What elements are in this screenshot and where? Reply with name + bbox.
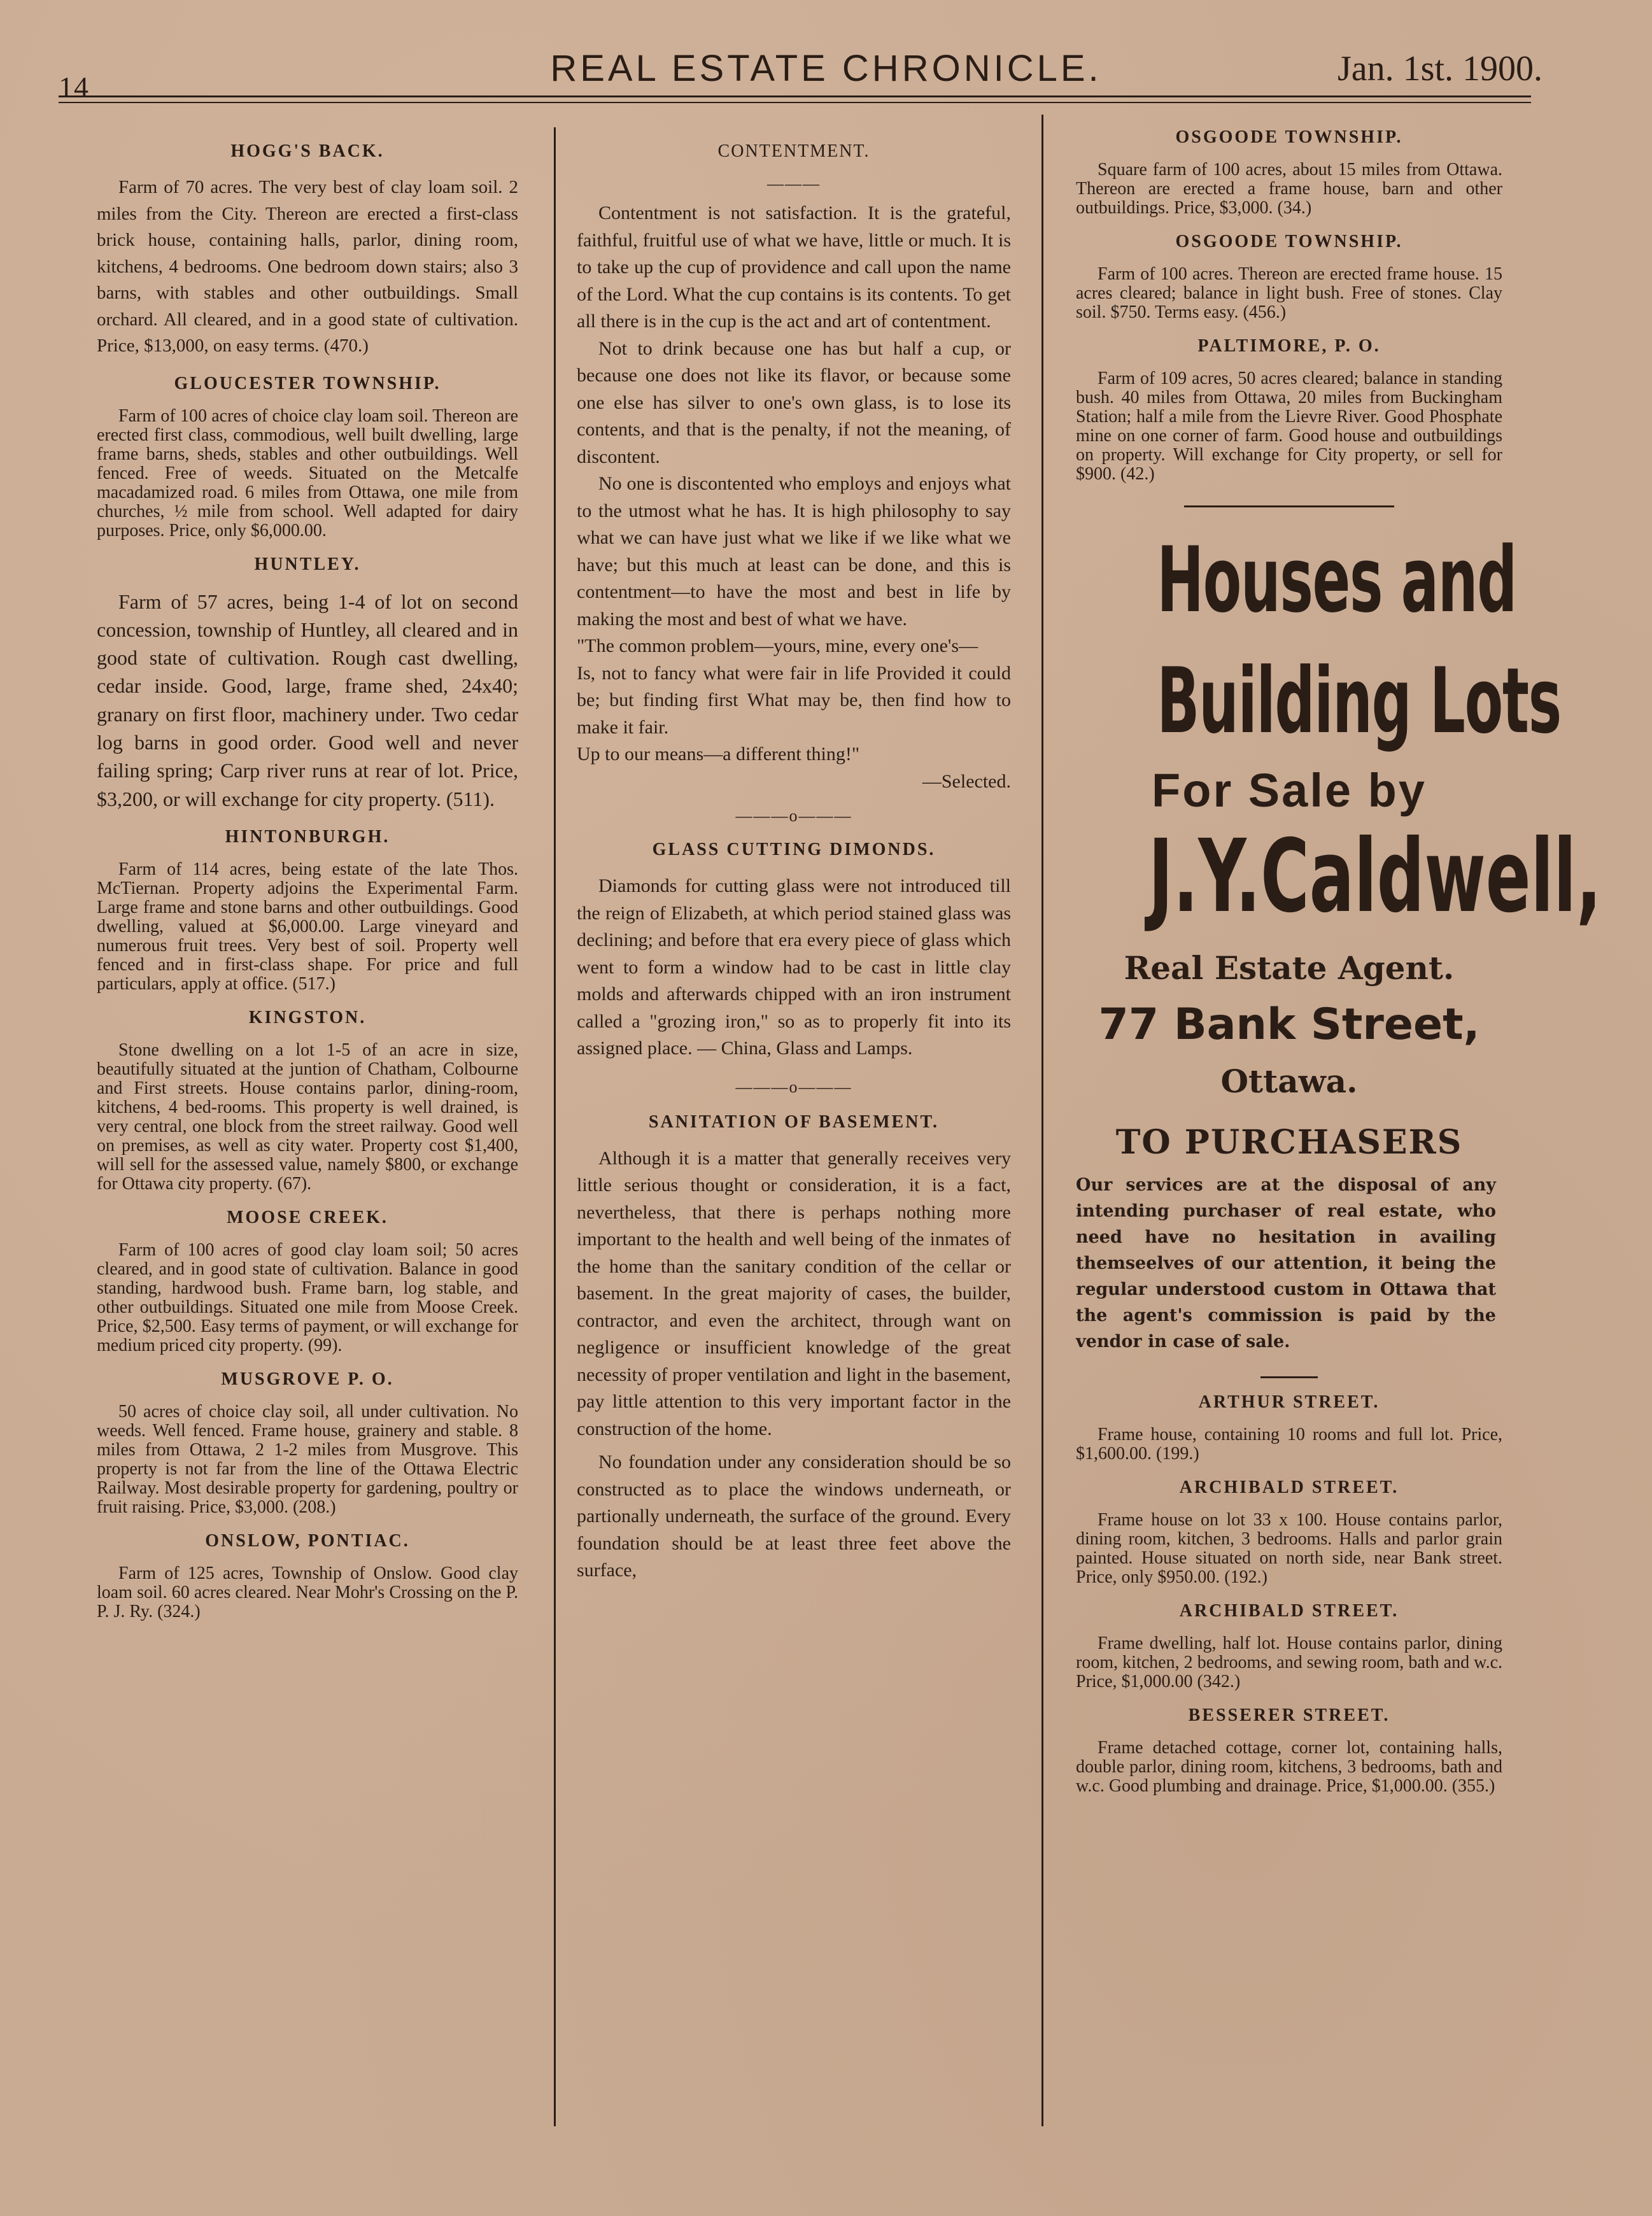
article-divider: ——— (767, 174, 821, 193)
poem-line: Up to our means—a different thing!" (577, 744, 860, 765)
listing-text: Frame detached cottage, corner lot, containing halls, double parlor, dining room, kitchens, 3 bedrooms, bath and w.c. Good plumbing and drainage. Price, $1,000.00. (355.) (1076, 1738, 1502, 1796)
article-paragraph: No one is discontented who employs and enjoys what to the utmost what he has. It is high philosophy to say what we can have just what we like if we like what we have; but this much at least can be done, and this is contentment—to have the most and best in life by making the most and best of what we have. (577, 473, 1011, 630)
issue-date: Jan. 1st. 1900. (1338, 49, 1543, 88)
ad-for-sale: For Sale by (1152, 764, 1427, 817)
listing-text: Farm of 109 acres, 50 acres cleared; balance in standing bush. 40 miles from Ottawa, 20 miles from Buckingham Station; half a mile from the Lievre River. Good Phosphate mine on one corner of farm. Good house and outbuildings on property. Will exchange for City property, or sell for $900. (42.) (1076, 369, 1502, 484)
listing-heading: HUNTLEY. (254, 554, 361, 574)
article-glass-cutting (577, 840, 1011, 1062)
listing (1076, 1601, 1502, 1691)
column-rule-2 (1041, 115, 1043, 2126)
divider (1184, 505, 1394, 507)
listing (1076, 1392, 1502, 1464)
ad-address: 77 Bank Street, (1098, 999, 1480, 1050)
listing-heading: MUSGROVE P. O. (221, 1369, 394, 1389)
listing (97, 1369, 518, 1517)
listing-heading: OSGOODE TOWNSHIP. (1175, 127, 1403, 147)
listing-heading: HINTONBURGH. (225, 826, 390, 847)
poem-line: "The common problem—yours, mine, every one's— (577, 635, 978, 656)
ad-city: Ottawa. (1220, 1062, 1358, 1100)
article-credit: —Selected. (922, 770, 1011, 792)
listing (97, 554, 518, 813)
listing-heading: PALTIMORE, P. O. (1197, 336, 1381, 356)
ad-purchasers-heading: TO PURCHASERS (1115, 1123, 1463, 1162)
listing-text: 50 acres of choice clay soil, all under cultivation. No weeds. Well fenced. Frame house, grainery and stable. 8 miles from Ottawa, 2 1-2 miles from Musgrove. This property is not far from the line of the Ottawa Electric Railway. Most desirable property for gardening, poultry or fruit raising. Price, $3,000. (208.) (97, 1401, 518, 1517)
article-contentment (577, 141, 1011, 795)
article-heading: CONTENTMENT. (717, 141, 870, 161)
listing-text: Farm of 100 acres of choice clay loam soil. Thereon are erected first class, commodious, well built dwelling, large frame barns, sheds, stables and other outbuildings. Well fenced. Free of weeds. Situated on the Metcalfe macadamized road. 6 miles from Ottawa, one mile from churches, ½ mile from school. Well adapted for dairy purposes. Price, only $6,000.00. (97, 406, 518, 540)
listing-text: Stone dwelling on a lot 1-5 of an acre in size, beautifully situated at the juntion of Chatham, Colbourne and First streets. House contains parlor, dining-room, kitchens, 4 bed-rooms. This property is well drained, is very central, one block from the street railway. Good well on premises, as well as city water. Property cost $1,400, will sell for the assessed value, namely $800, or exchange for Ottawa city property. (67). (97, 1040, 518, 1194)
article-paragraph: Diamonds for cutting glass were not introduced till the reign of Elizabeth, at which period stained glass was declining; and before that era every piece of glass which went to form a window had to be cast in little clay molds and afterwards chipped with an iron instrument called a "grozing iron," so as to properly fit into its assigned place. — China, Glass and Lamps. (577, 875, 1011, 1059)
listing-text: Frame house on lot 33 x 100. House contains parlor, dining room, kitchen, 3 bedrooms. Halls and parlor grain painted. House situated on north side, near Bank street. Price, only $950.00. (192.) (1076, 1510, 1502, 1587)
ad-purchasers-note: Our services are at the disposal of any intending purchaser of real estate, who need have no hesitation in availing themseelves of our attention, it being the regular understood custom in Ottawa that the agent's commission is paid by the vendor in case of sale. (1076, 1175, 1496, 1351)
ad-agent-title: Real Estate Agent. (1124, 949, 1455, 987)
ad-agent-name: J.Y.Caldwell, (1148, 818, 1602, 935)
listing-text: Farm of 100 acres of good clay loam soil; 50 acres cleared, and in good state of cultivation. Balance in good standing, hardwood bush. Frame barn, log stable, and other outbuildings. Situated one mile from Moose Creek. Price, $2,500. Easy terms of payment, or will exchange for medium priced city property. (99). (97, 1239, 518, 1355)
listing-text: Square farm of 100 acres, about 15 miles from Ottawa. Thereon are erected a frame house, barn and other outbuildings. Price, $3,000. (34.) (1076, 160, 1502, 218)
listing-text: Farm of 57 acres, being 1-4 of lot on second concession, township of Huntley, all cleared and in good state of cultivation. Rough cast dwelling, cedar inside. Good, large, frame shed, 24x40; granary on first floor, machinery under. Two cedar log barns in good order. Good well and never failing spring; Carp river runs at rear of lot. Price, $3,200, or will exchange for city property. (511). (97, 589, 518, 810)
page-number: 14 (59, 71, 89, 103)
article-paragraph: Not to drink because one has but half a cup, or because one does not like its flavor, or because some one else has silver to one's own glass, is to lose its contents, and that is the penalty, if not the meaning, of discontent. (577, 337, 1011, 467)
listing (97, 1531, 518, 1621)
ad-headline: Houses and (1157, 528, 1517, 633)
listing-heading: ONSLOW, PONTIAC. (205, 1530, 410, 1551)
header-rule-top (59, 95, 1531, 97)
listing-heading: ARCHIBALD STREET. (1179, 1478, 1399, 1497)
caldwell-advertisement (1076, 528, 1602, 1355)
listing (1076, 336, 1502, 484)
listing-text: Farm of 114 acres, being estate of the late Thos. McTiernan. Property adjoins the Experimental Farm. Large frame and stone barns and other outbuildings. Good dwelling, valued at $6,000.00. Large vineyard and numerous fruit trees. Very best of soil. Property well fenced and in first-class shape. For price and full particulars, apply at office. (517.) (97, 859, 518, 994)
listing (1076, 1705, 1502, 1796)
listing (1076, 1478, 1502, 1587)
article-sanitation (577, 1112, 1011, 1584)
listing-text: Farm of 125 acres, Township of Onslow. Good clay loam soil. 60 acres cleared. Near Mohr's Crossing on the P. P. J. Ry. (324.) (97, 1563, 518, 1621)
article-heading: SANITATION OF BASEMENT. (648, 1112, 940, 1132)
listing-heading: BESSERER STREET. (1188, 1705, 1390, 1725)
listing-text: Farm of 100 acres. Thereon are erected frame house. 15 acres cleared; balance in light bush. Free of stones. Clay soil. $750. Terms easy. (456.) (1076, 264, 1502, 322)
listing-heading: HOGG'S BACK. (230, 141, 385, 161)
divider (1260, 1376, 1318, 1378)
column-articles (577, 127, 1011, 1584)
section-separator: ———o——— (735, 807, 852, 825)
section-separator: ———o——— (735, 1077, 852, 1096)
listing-text: Farm of 70 acres. The very best of clay loam soil. 2 miles from the City. Thereon are erected a first-class brick house, containing halls, parlor, dining room, kitchens, 4 bedrooms. One bedroom down stairs; also 3 barns, with stables and other outbuildings. Small orchard. All cleared, and in a good state of cultivation. Price, $13,000, on easy terms. (470.) (97, 177, 518, 356)
listing (1076, 232, 1502, 322)
listing-text: Frame dwelling, half lot. House contains parlor, dining room, kitchen, 2 bedrooms, and sewing room, bath and w.c. Price, $1,000.00 (342.) (1076, 1634, 1502, 1691)
listing-heading: GLOUCESTER TOWNSHIP. (174, 373, 441, 393)
column-listings-left (97, 127, 518, 1621)
listing-heading: OSGOODE TOWNSHIP. (1175, 232, 1403, 251)
listing-heading: MOOSE CREEK. (227, 1207, 388, 1227)
poem-line: Is, not to fancy what were fair in life Provided it could be; but finding first What may be, then find how to make it fair. (577, 662, 1011, 738)
article-heading: GLASS CUTTING DIMONDS. (652, 840, 936, 859)
article-paragraph: Contentment is not satisfaction. It is the grateful, faithful, fruitful use of what we have, little or much. It is to take up the cup of providence and call upon the name of the Lord. What the cup contains is its contents. To get all there is in the cup is the act and art of contentment. (577, 202, 1011, 332)
article-paragraph: Although it is a matter that generally receives very little serious thought or consideration, it is a fact, nevertheless, that there is perhaps nothing more important to the health and well being of the inmates of the home than the sanitary condition of the cellar or basement. In the great majority of cases, the builder, contractor, and even the architect, through want on negligence or insufficient knowledge of the great necessity of proper ventilation and light in the basement, pay little attention to this very important factor in the construction of the home. (577, 1147, 1011, 1439)
article-paragraph: No foundation under any consideration should be so constructed as to place the windows underneath, or partionally underneath, the surface of the ground. Every foundation should be at least three feet above the surface, (577, 1451, 1011, 1581)
ad-headline: Building Lots (1157, 649, 1561, 754)
listing-heading: ARTHUR STREET. (1198, 1392, 1380, 1412)
listing (97, 374, 518, 540)
listing (97, 1208, 518, 1355)
column-rule-1 (554, 127, 556, 2126)
listing-heading: ARCHIBALD STREET. (1179, 1601, 1399, 1621)
listing (97, 141, 518, 360)
listing (97, 1008, 518, 1194)
listing (97, 827, 518, 994)
listing-heading: KINGSTON. (248, 1007, 367, 1027)
header-rule-bottom (59, 102, 1531, 103)
column-listings-right (1076, 113, 1602, 1796)
listing-text: Frame house, containing 10 rooms and full lot. Price, $1,600.00. (199.) (1076, 1425, 1502, 1464)
listing (1076, 127, 1502, 218)
newspaper-title: REAL ESTATE CHRONICLE. (550, 48, 1102, 89)
